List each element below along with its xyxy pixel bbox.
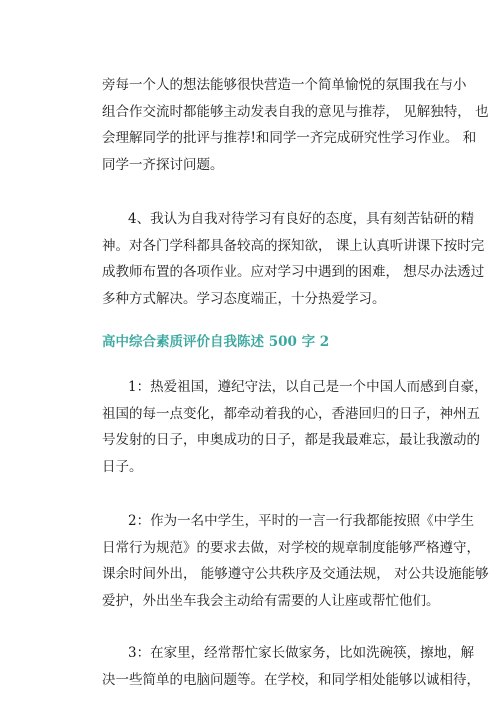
paragraph-cooperation bbox=[102, 72, 489, 178]
text-line: 会理解同学的批评与推荐!和同学一齐完成研究性学习作业。 和 bbox=[102, 130, 477, 146]
text-line: 组合作交流时都能够主动发表自我的意见与推荐， 见解独特， 也 bbox=[102, 103, 489, 120]
text-line: 2：作为一名中学生，平时的一言一行我都能按照《中学生 bbox=[128, 513, 475, 529]
paragraph-home-school bbox=[102, 640, 480, 693]
text-line: 号发射的日子，申奥成功的日子，都是我最难忘，最让我激动的 bbox=[102, 432, 480, 448]
text-line: 1：热爱祖国，遵纪守法，以自己是一个中国人而感到自豪， bbox=[128, 379, 488, 395]
paragraph-patriotism bbox=[102, 374, 488, 480]
section-heading: 高中综合素质评价自我陈述 500 字 2 bbox=[102, 334, 330, 350]
text-line: 同学一齐探讨问题。 bbox=[102, 156, 224, 173]
text-line: 成教师布置的各项作业。应对学习中遇到的困难， 想尽办法透过 bbox=[102, 264, 485, 280]
text-line: 4、我认为自我对待学习有良好的态度，具有刻苦钻研的精 bbox=[128, 211, 475, 227]
paragraph-conduct bbox=[102, 508, 489, 614]
text-line: 日常行为规范》的要求去做，对学校的规章制度能够严格遵守， bbox=[102, 539, 480, 556]
text-line: 决一些简单的电脑问题等。在学校，和同学相处能够以诚相待， bbox=[102, 671, 480, 688]
text-line: 神。对各门学科都具备较高的探知欲， 课上认真听讲课下按时完 bbox=[102, 237, 485, 254]
text-line: 多种方式解决。学习态度端正，十分热爱学习。 bbox=[102, 290, 386, 307]
text-line: 爱护，外出坐车我会主动给有需要的人让座或帮忙他们。 bbox=[102, 592, 440, 609]
text-line: 祖国的每一点变化，都牵动着我的心，香港回归的日子，神州五 bbox=[102, 405, 480, 422]
text-line: 日子。 bbox=[102, 458, 143, 475]
paragraph-study-attitude bbox=[102, 206, 485, 312]
text-line: 旁每一个人的想法能够很快营造一个简单愉悦的氛围我在与小 bbox=[102, 77, 467, 93]
text-line: 课余时间外出， 能够遵守公共秩序及交通法规， 对公共设施能够 bbox=[102, 566, 489, 582]
text-line: 3：在家里，经常帮忙家长做家务，比如洗碗筷，擦地，解 bbox=[128, 645, 475, 661]
